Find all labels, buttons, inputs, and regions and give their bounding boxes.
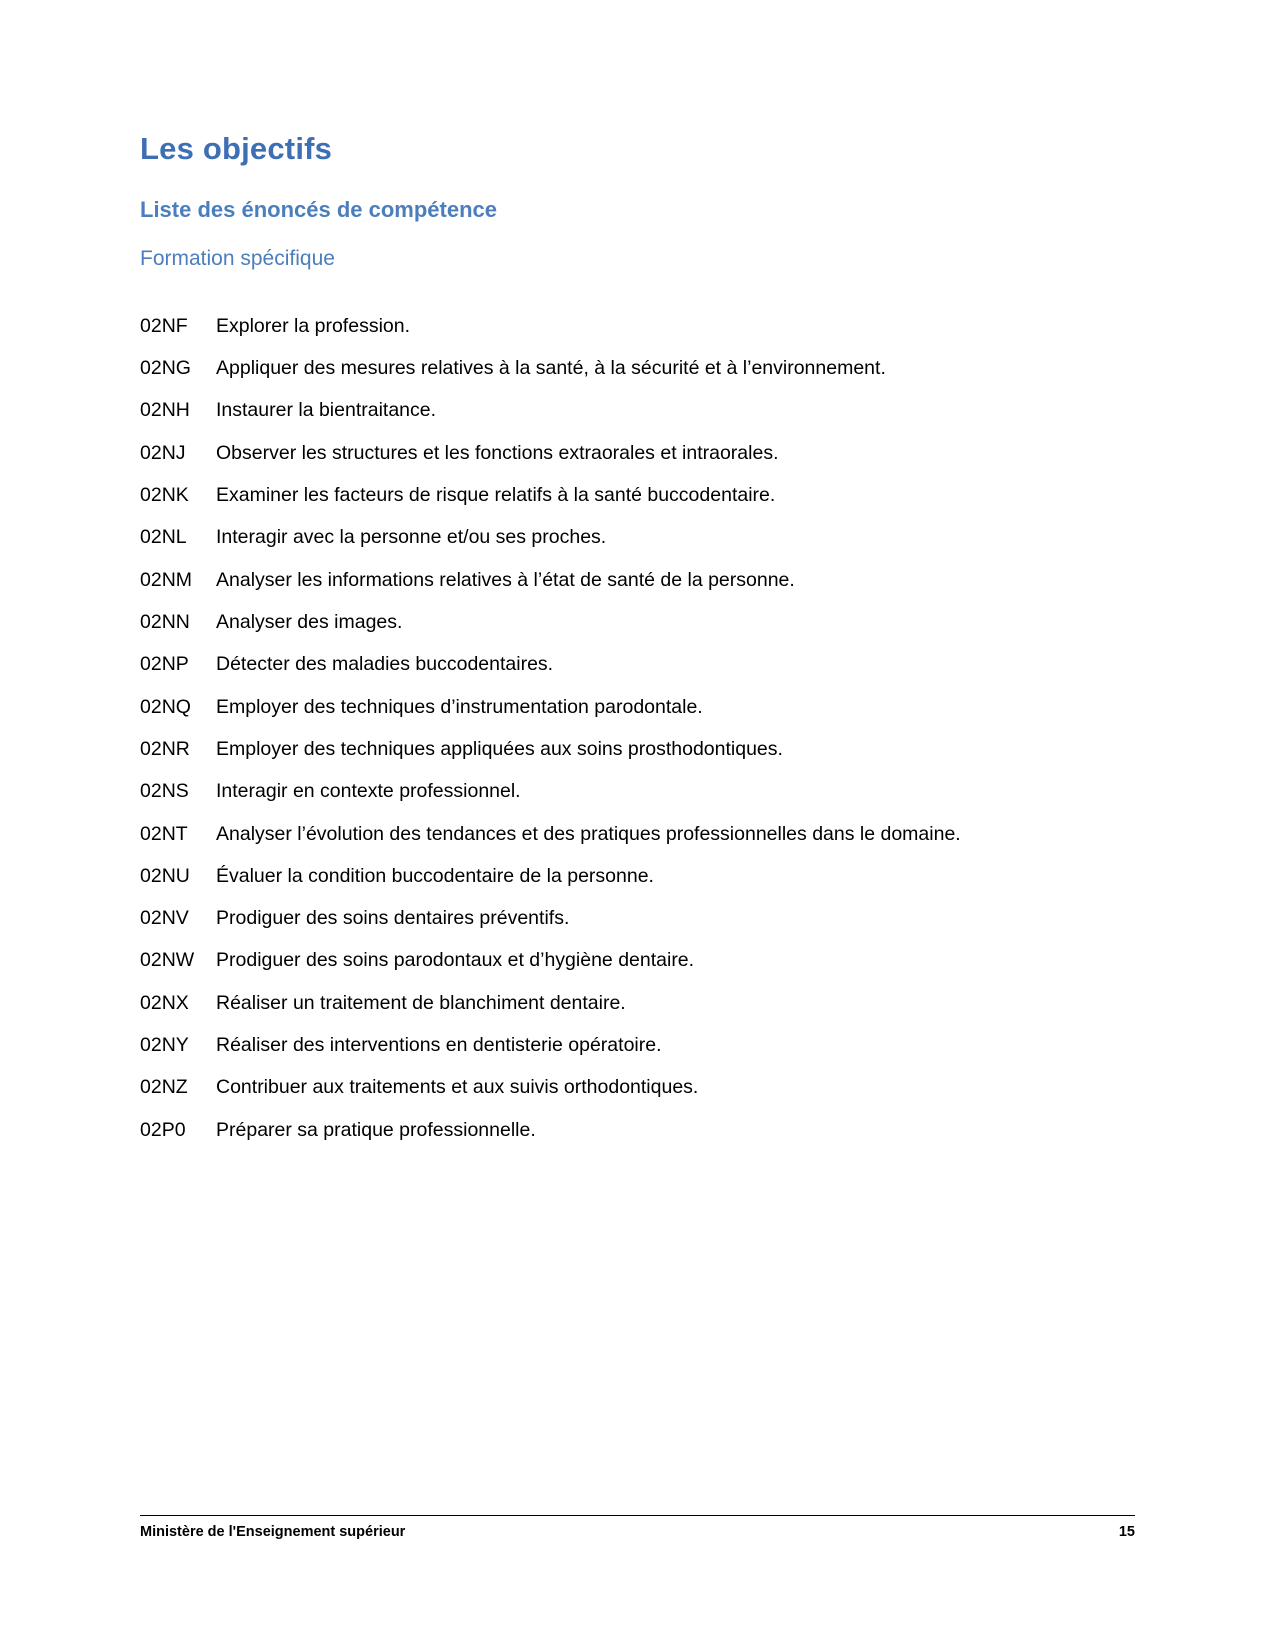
objective-text: Prodiguer des soins dentaires préventifs. — [216, 907, 570, 930]
objective-code: 02NH — [140, 399, 190, 422]
objective-code: 02NP — [140, 653, 189, 676]
objective-code: 02NQ — [140, 695, 191, 718]
objective-text: Prodiguer des soins parodontaux et d’hygiène dentaire. — [216, 949, 695, 972]
objective-text: Analyser des images. — [216, 610, 403, 633]
list-item — [140, 990, 1135, 1016]
list-item — [140, 778, 1135, 804]
objective-text: Réaliser des interventions en dentisterie opératoire. — [216, 1034, 662, 1057]
objective-text: Détecter des maladies buccodentaires. — [216, 653, 554, 676]
objective-code: 02NM — [140, 568, 193, 591]
objective-text: Employer des techniques appliquées aux soins prosthodontiques. — [216, 737, 783, 760]
list-item — [140, 397, 1135, 423]
list-item — [140, 863, 1135, 889]
objectives-list — [140, 313, 1135, 1143]
objective-text: Employer des techniques d’instrumentation parodontale. — [216, 695, 703, 718]
page-title: Les objectifs — [140, 131, 333, 166]
objective-text: Appliquer des mesures relatives à la santé, à la sécurité et à l’environnement. — [216, 357, 886, 380]
list-item — [140, 736, 1135, 762]
objective-text: Interagir en contexte professionnel. — [216, 780, 521, 803]
objective-code: 02NK — [140, 484, 189, 507]
list-item — [140, 609, 1135, 635]
objective-code: 02NZ — [140, 1076, 188, 1099]
list-item — [140, 651, 1135, 677]
section-subtitle: Liste des énoncés de compétence — [140, 197, 498, 223]
objective-text: Examiner les facteurs de risque relatifs à la santé buccodentaire. — [216, 484, 776, 507]
list-item — [140, 1032, 1135, 1058]
list-item — [140, 355, 1135, 381]
list-item — [140, 524, 1135, 550]
objective-code: 02NN — [140, 610, 190, 633]
objective-code: 02NT — [140, 822, 188, 845]
list-item — [140, 440, 1135, 466]
objective-text: Analyser l’évolution des tendances et des pratiques professionnelles dans le domaine. — [216, 822, 961, 845]
objective-code: 02NG — [140, 357, 191, 380]
objective-text: Analyser les informations relatives à l’état de santé de la personne. — [216, 568, 795, 591]
objective-text: Contribuer aux traitements et aux suivis orthodontiques. — [216, 1076, 699, 1099]
objective-text: Observer les structures et les fonctions extraorales et intraorales. — [216, 441, 779, 464]
objective-text: Évaluer la condition buccodentaire de la personne. — [216, 864, 654, 887]
objective-code: 02NY — [140, 1034, 189, 1057]
list-item — [140, 947, 1135, 973]
list-item — [140, 1074, 1135, 1100]
objective-code: 02NU — [140, 864, 190, 887]
objective-code: 02NJ — [140, 441, 186, 464]
objective-text: Préparer sa pratique professionnelle. — [216, 1118, 536, 1141]
objective-code: 02NF — [140, 314, 188, 337]
objective-code: 02NW — [140, 949, 195, 972]
objective-code: 02P0 — [140, 1118, 186, 1141]
footer-page-number: 15 — [1118, 1524, 1135, 1540]
list-item — [140, 905, 1135, 931]
objective-text: Réaliser un traitement de blanchiment dentaire. — [216, 991, 626, 1014]
objective-code: 02NS — [140, 780, 189, 803]
objective-code: 02NR — [140, 737, 190, 760]
objective-text: Explorer la profession. — [216, 314, 411, 337]
objective-code: 02NV — [140, 907, 189, 930]
list-item — [140, 313, 1135, 339]
objective-code: 02NX — [140, 991, 189, 1014]
page-footer — [140, 1515, 1135, 1540]
footer-organization: Ministère de l'Enseignement supérieur — [140, 1524, 406, 1540]
list-item — [140, 1117, 1135, 1143]
objective-text: Interagir avec la personne et/ou ses proches. — [216, 526, 607, 549]
list-item — [140, 821, 1135, 847]
objective-text: Instaurer la bientraitance. — [216, 399, 437, 422]
section-label-formation-specifique: Formation spécifique — [140, 246, 335, 270]
list-item — [140, 567, 1135, 593]
objective-code: 02NL — [140, 526, 187, 549]
list-item — [140, 694, 1135, 720]
list-item — [140, 482, 1135, 508]
